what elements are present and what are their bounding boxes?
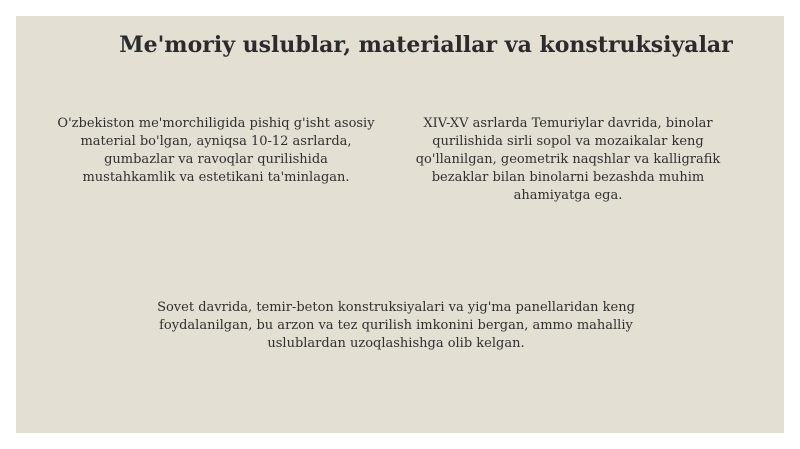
slide-title: Me'moriy uslublar, materiallar va konstruksiyalar (119, 32, 733, 58)
paragraph-soviet: Sovet davrida, temir-beton konstruksiyalari va yig'ma panellaridan keng foydalanilgan, bu arzon va tez qurilish imkonini bergan, ammo mahalliy uslublardan uzoqlashishga olib kelgan. (157, 300, 635, 351)
presentation-slide (16, 16, 784, 433)
paragraph-brick: O'zbekiston me'morchiligida pishiq g'isht asosiy material bo'lgan, ayniqsa 10-12 asrlarda, gumbazlar va ravoqlar qurilishida mustahkamlik va estetikani ta'minlagan. (57, 116, 375, 185)
paragraph-timurid: XIV-XV asrlarda Temuriylar davrida, binolar qurilishida sirli sopol va mozaikalar keng qo'llanilgan, geometrik naqshlar va kalligrafik bezaklar bilan binolarni bezashda muhim ahamiyatga ega. (415, 116, 721, 203)
